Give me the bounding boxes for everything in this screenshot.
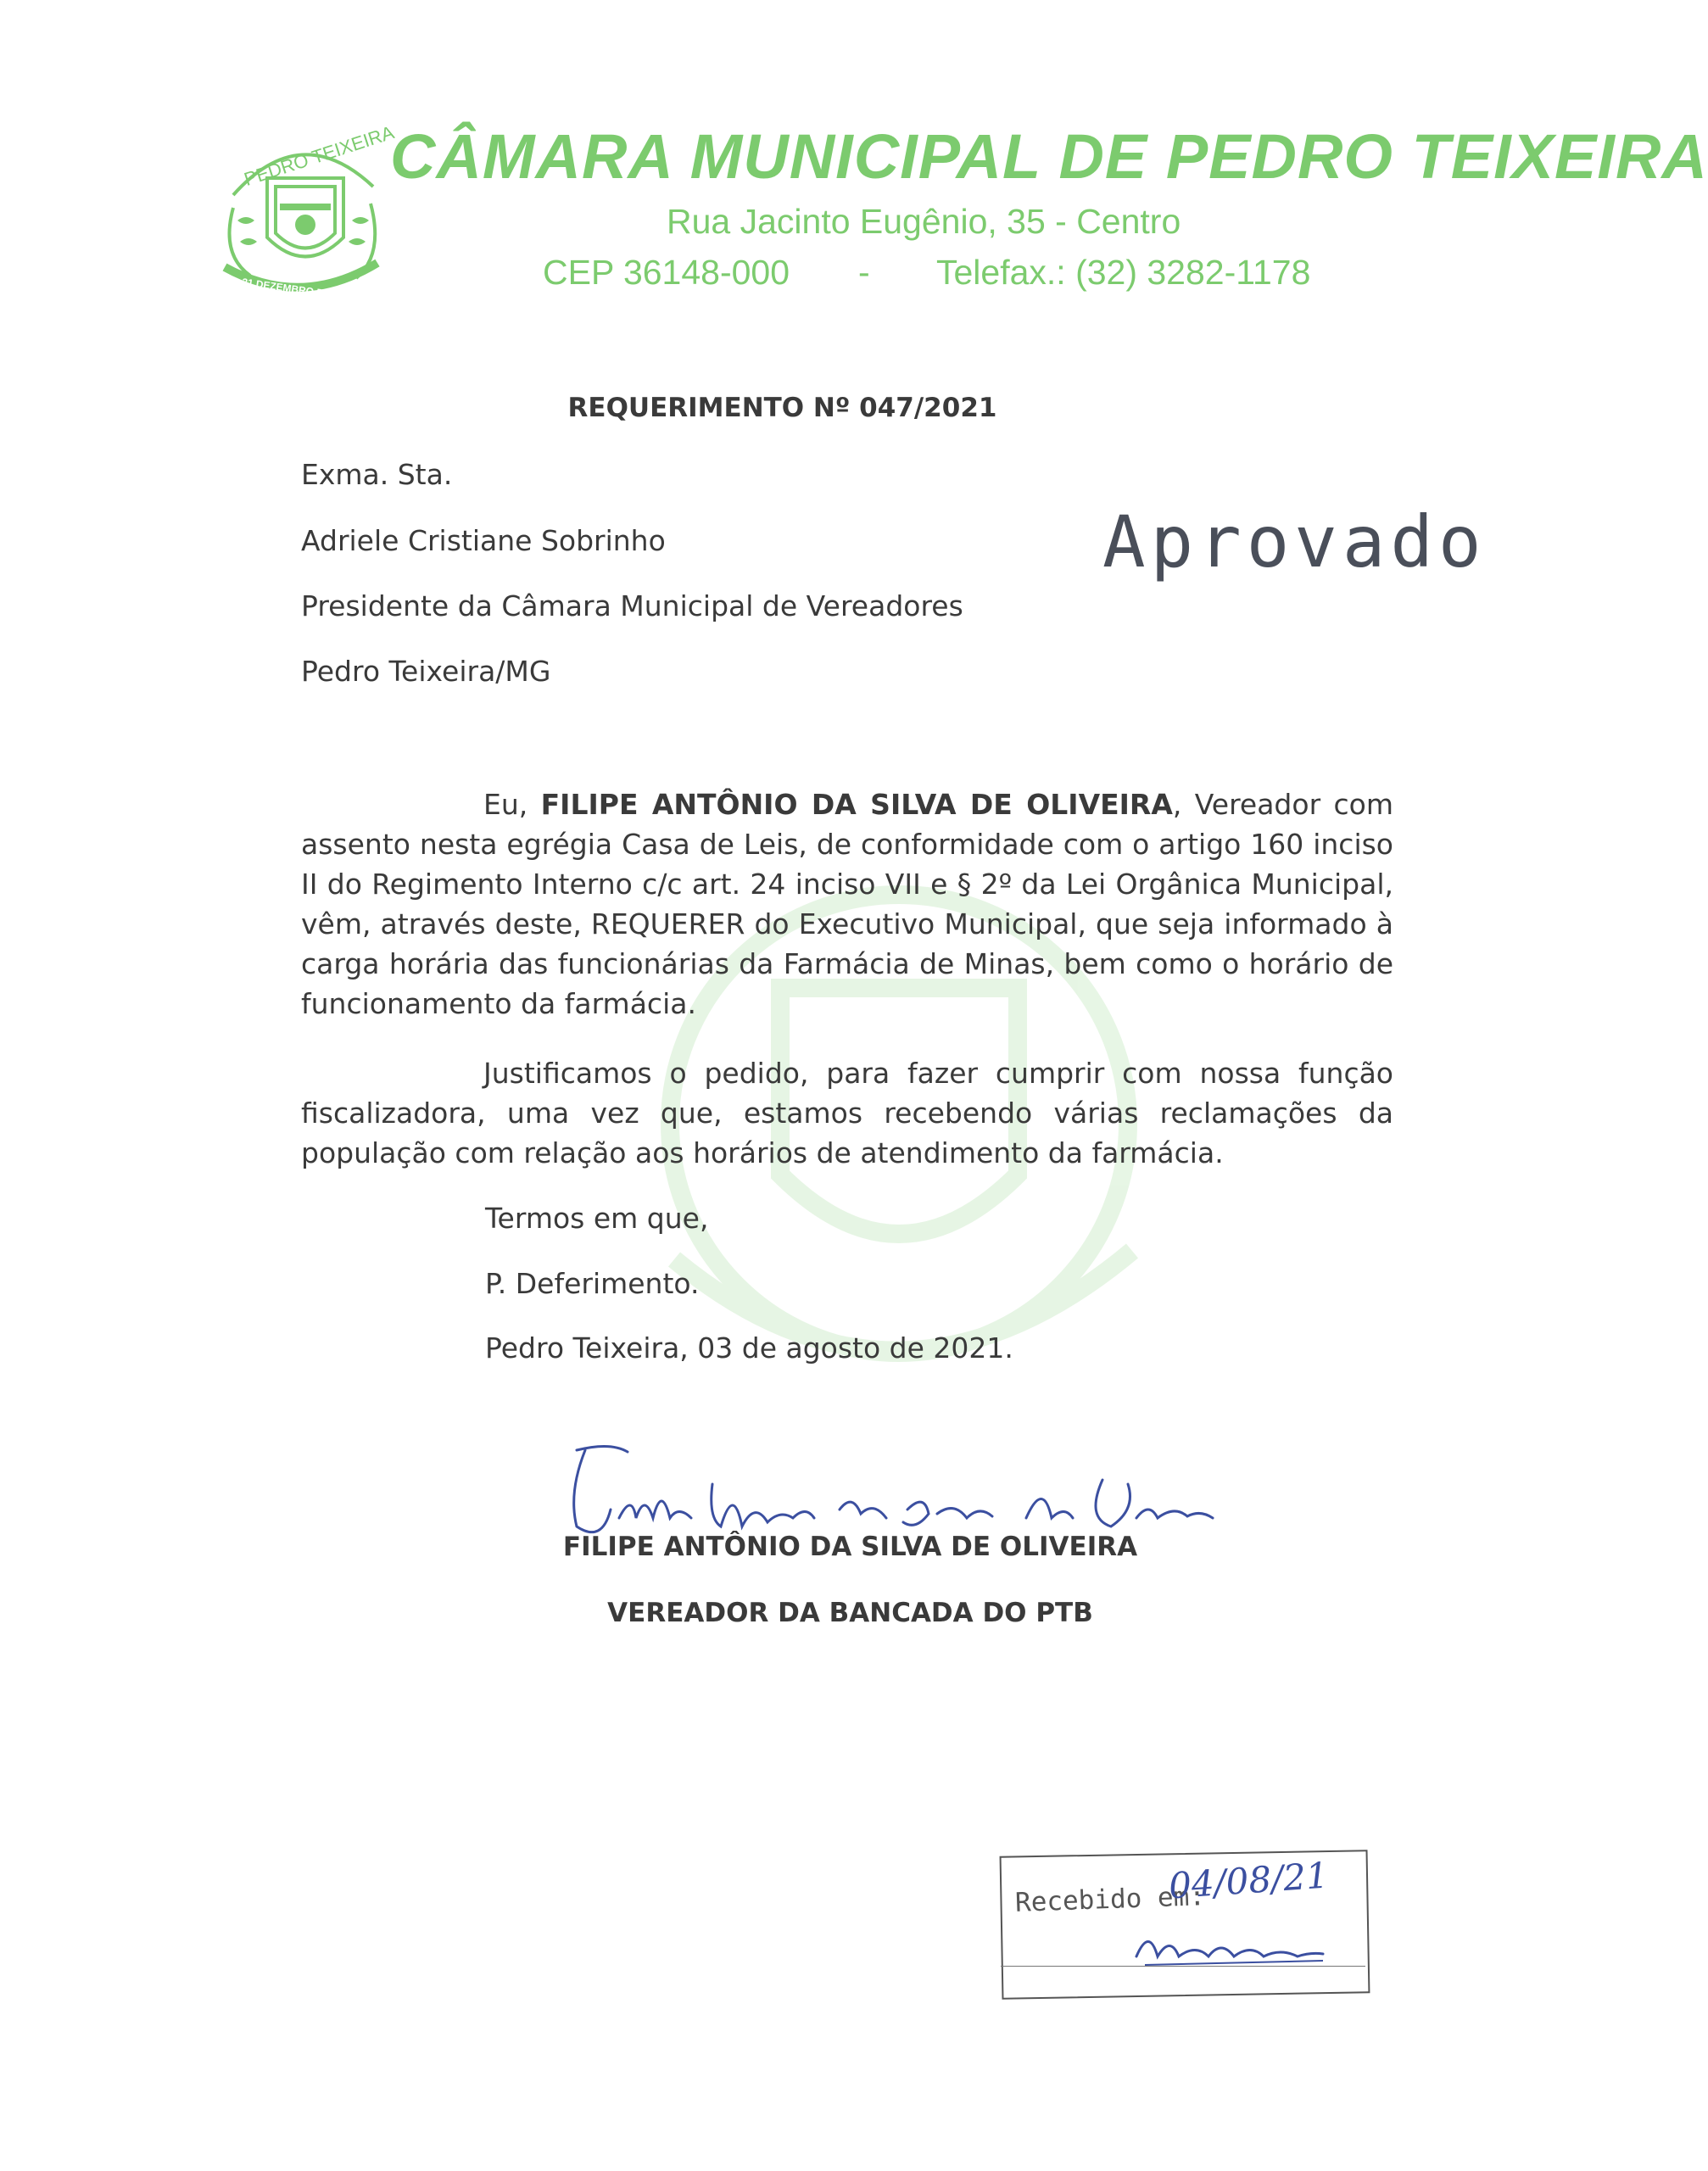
approved-stamp: Aprovado: [1102, 500, 1487, 583]
received-stamp-initials: [1128, 1918, 1331, 1969]
p1-text: , Vereador com assento nesta egrégia Casa de Leis, de conformidade com o artigo 160 inciso II do Regimento Interno c/c art. 24 inciso VII e § 2º da Lei Orgânica Municipal, vêm, através deste, REQUERER do Executivo Municipal, que seja informado à carga horária das funcionárias da Farmácia de Minas, bem como o horário de funcionamento da farmácia.: [301, 788, 1393, 1020]
seal-bottom-text: 31 DEZEMBRO DE 1962: [241, 276, 357, 304]
signatory-role: VEREADOR DA BANCADA DO PTB: [607, 1598, 1093, 1628]
header-address: Rua Jacinto Eugênio, 35 - Centro: [667, 202, 1181, 241]
signatory-name: FILIPE ANTÔNIO DA SILVA DE OLIVEIRA: [562, 1532, 1138, 1562]
header-cep: CEP 36148-000: [543, 253, 790, 292]
recipient-role: Presidente da Câmara Municipal de Vereadores: [301, 589, 963, 622]
header-title: CÂMARA MUNICIPAL DE PEDRO TEIXEIRA: [390, 121, 1708, 192]
recipient-place: Pedro Teixeira/MG: [301, 655, 551, 688]
p1-prefix: Eu,: [483, 788, 541, 821]
header-separator: -: [858, 253, 870, 292]
document-number: REQUERIMENTO Nº 047/2021: [567, 393, 997, 423]
received-stamp-label: Recebido em:: [1014, 1881, 1206, 1918]
p2-text: Justificamos o pedido, para fazer cumprir com nossa função fiscalizadora, uma vez que, estamos recebendo várias reclamações da população com relação aos horários de atendimento da farmácia.: [301, 1057, 1393, 1169]
recipient-name: Adriele Cristiane Sobrinho: [301, 524, 666, 557]
recipient-salutation: Exma. Sta.: [301, 458, 453, 491]
closing-date: Pedro Teixeira, 03 de agosto de 2021.: [485, 1331, 1013, 1365]
closing-line-1: Termos em que,: [485, 1202, 709, 1235]
body-paragraph-justification: [301, 1053, 1393, 1173]
seal-top-text: PEDRO TEIXEIRA: [241, 121, 397, 190]
p1-councilor-name: FILIPE ANTÔNIO DA SILVA DE OLIVEIRA: [540, 788, 1173, 821]
closing-line-2: P. Deferimento.: [485, 1267, 700, 1300]
received-stamp-date: 04/08/21: [1167, 1854, 1331, 1907]
municipal-seal-logo: [216, 121, 397, 305]
body-paragraph-request: [301, 784, 1393, 1024]
header-phone: Telefax.: (32) 3282-1178: [936, 253, 1311, 292]
